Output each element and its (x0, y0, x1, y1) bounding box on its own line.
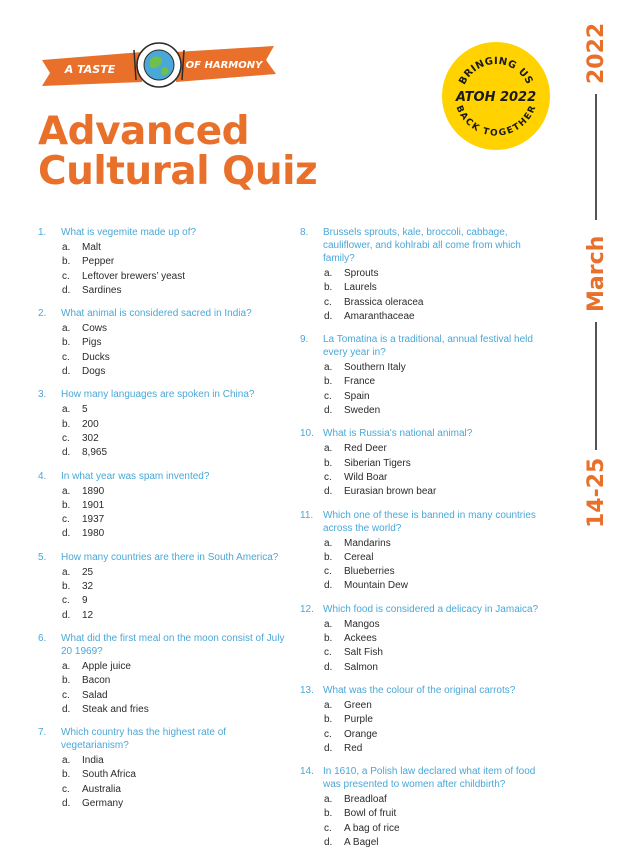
question-header (38, 226, 288, 239)
a-taste-of-harmony-logo (38, 40, 280, 90)
answer-option (324, 822, 555, 836)
answer-option (62, 609, 288, 623)
question-number: 7. (38, 727, 47, 739)
option-letter: b. (62, 769, 71, 781)
answer-option (62, 284, 288, 298)
option-letter: c. (62, 432, 70, 444)
question-header (38, 632, 288, 658)
option-letter: a. (324, 537, 333, 549)
quiz-question (300, 684, 555, 756)
option-letter: c. (324, 822, 332, 834)
answer-option (62, 365, 288, 379)
quiz-question (38, 226, 288, 298)
option-text: 9 (82, 595, 88, 607)
answer-option (62, 351, 288, 365)
option-letter: d. (324, 580, 333, 592)
page-title (38, 109, 318, 194)
event-dates-strip (571, 0, 621, 540)
question-text: In what year was spam invented? (61, 470, 210, 482)
option-letter: b. (324, 282, 333, 294)
question-header (38, 726, 288, 752)
question-text: How many languages are spoken in China? (61, 389, 255, 401)
badge-top-text: BRINGING US (457, 55, 535, 87)
answer-option (62, 513, 288, 527)
answer-option (62, 674, 288, 688)
answer-options (62, 403, 288, 460)
option-letter: a. (324, 699, 333, 711)
answer-options (62, 754, 288, 811)
option-text: Ducks (82, 351, 110, 363)
question-header (38, 551, 288, 564)
option-text: Malt (82, 242, 101, 253)
option-text: Germany (82, 798, 124, 810)
badge-bottom-text: BACK TOGETHER (453, 104, 539, 139)
answer-option (324, 361, 555, 375)
atoh-2022-badge (440, 40, 552, 152)
option-letter: d. (324, 742, 333, 754)
answer-option (324, 375, 555, 389)
option-text: 1937 (82, 514, 105, 526)
answer-option (324, 565, 555, 579)
option-letter: d. (62, 798, 71, 810)
option-text: Mandarins (344, 537, 391, 549)
option-text: Pigs (82, 337, 102, 349)
answer-option (62, 255, 288, 269)
answer-option (324, 281, 555, 295)
quiz-question (38, 470, 288, 542)
answer-option (324, 742, 555, 756)
option-letter: c. (62, 514, 70, 526)
badge-middle-text: ATOH 2022 (455, 90, 537, 105)
option-text: Bacon (82, 675, 111, 687)
option-text: 1890 (82, 485, 105, 497)
option-letter: a. (62, 660, 71, 672)
question-number: 8. (300, 227, 309, 238)
option-text: A Bagel (344, 837, 379, 849)
answer-option (62, 768, 288, 782)
option-text: Orange (344, 728, 378, 740)
option-letter: b. (324, 457, 333, 469)
option-letter: b. (324, 714, 333, 726)
question-header (300, 684, 555, 697)
question-number: 9. (300, 334, 309, 346)
quiz-question (300, 509, 555, 594)
option-text: 302 (82, 432, 99, 444)
option-letter: c. (62, 595, 70, 607)
option-letter: d. (324, 310, 333, 322)
option-text: Cereal (344, 551, 374, 563)
option-text: Ackees (344, 633, 377, 645)
option-letter: d. (62, 528, 71, 540)
answer-option (324, 661, 555, 675)
answer-option (62, 241, 288, 255)
quiz-question (300, 226, 555, 324)
question-number: 12. (300, 603, 314, 615)
answer-option (324, 807, 555, 821)
option-letter: d. (62, 284, 71, 296)
answer-option (324, 618, 555, 632)
question-header (38, 307, 288, 320)
answer-option (324, 471, 555, 485)
question-number: 3. (38, 389, 47, 401)
option-letter: a. (324, 794, 333, 806)
option-letter: d. (324, 405, 333, 417)
option-letter: c. (62, 689, 70, 701)
answer-options (324, 537, 555, 594)
answer-option (62, 660, 288, 674)
option-text: 32 (82, 581, 94, 593)
quiz-question (300, 427, 555, 499)
answer-option (324, 267, 555, 281)
option-letter: c. (324, 728, 332, 740)
answer-option (62, 689, 288, 703)
answer-option (62, 270, 288, 284)
option-letter: a. (324, 268, 333, 279)
option-text: Wild Boar (344, 471, 388, 483)
answer-option (62, 594, 288, 608)
dates-days: 14-25 (584, 457, 609, 528)
question-number: 6. (38, 632, 47, 644)
question-number: 1. (38, 227, 47, 238)
option-text: 8,965 (82, 447, 108, 459)
option-text: Eurasian brown bear (344, 486, 437, 498)
answer-option (62, 446, 288, 460)
answer-option (62, 527, 288, 541)
answer-options (324, 442, 555, 499)
answer-option (324, 485, 555, 499)
answer-option (324, 713, 555, 727)
option-text: Salad (82, 689, 108, 701)
option-text: Cows (82, 323, 108, 335)
question-header (300, 765, 555, 791)
question-text: La Tomatina is a traditional, annual festival held every year in? (323, 334, 533, 359)
question-text: In 1610, a Polish law declared what item of food was presented to women after childbirth? (323, 766, 536, 791)
option-letter: a. (324, 618, 333, 630)
option-text: 25 (82, 566, 94, 578)
option-text: France (344, 376, 376, 388)
answer-option (62, 403, 288, 417)
option-letter: b. (324, 808, 333, 820)
answer-option (62, 754, 288, 768)
quiz-question (38, 388, 288, 460)
answer-option (324, 836, 555, 850)
option-letter: d. (62, 366, 71, 378)
option-text: 12 (82, 609, 94, 621)
question-header (300, 427, 555, 440)
question-text: What was the colour of the original carrots? (323, 684, 516, 696)
answer-option (62, 797, 288, 811)
option-letter: d. (324, 486, 333, 498)
option-text: Leftover brewers’ yeast (82, 270, 186, 282)
answer-options (62, 241, 288, 298)
title-line-1: Advanced (38, 109, 250, 154)
option-text: Spain (344, 390, 370, 402)
question-number: 5. (38, 551, 47, 563)
answer-option (62, 336, 288, 350)
question-header (300, 509, 555, 535)
option-text: Red Deer (344, 443, 387, 455)
answer-option (324, 390, 555, 404)
option-text: Green (344, 699, 372, 711)
answer-option (324, 442, 555, 456)
answer-options (62, 566, 288, 623)
option-letter: a. (62, 323, 71, 335)
option-text: 1980 (82, 528, 105, 540)
answer-option (62, 485, 288, 499)
option-text: A bag of rice (344, 822, 400, 834)
question-number: 10. (300, 428, 314, 440)
option-text: Blueberries (344, 566, 395, 578)
questions-column-right (300, 226, 555, 859)
question-text: What animal is considered sacred in India? (61, 308, 252, 320)
option-letter: b. (62, 675, 71, 687)
option-letter: b. (62, 418, 71, 430)
answer-option (62, 499, 288, 513)
quiz-question (300, 765, 555, 850)
answer-option (62, 566, 288, 580)
question-header (300, 333, 555, 359)
answer-option (324, 537, 555, 551)
option-text: Purple (344, 714, 373, 726)
answer-option (324, 728, 555, 742)
answer-option (62, 322, 288, 336)
option-letter: b. (324, 376, 333, 388)
question-text: Brussels sprouts, kale, broccoli, cabbage, cauliflower, and kohlrabi all come from which family? (323, 227, 521, 264)
option-letter: a. (62, 755, 71, 767)
option-letter: c. (324, 390, 332, 402)
option-letter: a. (62, 485, 71, 497)
question-number: 14. (300, 766, 314, 778)
option-letter: d. (324, 661, 333, 673)
option-letter: c. (62, 351, 70, 363)
option-letter: c. (324, 647, 332, 659)
option-letter: a. (324, 362, 333, 374)
option-letter: a. (62, 242, 71, 253)
option-text: Brassica oleracea (344, 296, 424, 308)
option-letter: c. (62, 783, 70, 795)
logo-right-text: OF HARMONY (185, 60, 263, 71)
option-letter: c. (324, 566, 332, 578)
answer-option (324, 632, 555, 646)
answer-options (324, 361, 555, 418)
answer-options (324, 793, 555, 850)
question-header (300, 603, 555, 616)
option-text: Australia (82, 783, 121, 795)
quiz-question (38, 632, 288, 717)
option-letter: b. (324, 551, 333, 563)
title-line-2: Cultural Quiz (38, 149, 318, 194)
answer-options (324, 699, 555, 756)
quiz-question (300, 333, 555, 418)
option-letter: b. (62, 581, 71, 593)
option-letter: c. (324, 296, 332, 308)
option-letter: a. (62, 404, 71, 416)
option-text: 5 (82, 404, 88, 416)
question-text: Which one of these is banned in many countries across the world? (323, 509, 536, 534)
question-number: 13. (300, 684, 314, 696)
answer-option (62, 703, 288, 717)
option-text: Laurels (344, 282, 377, 294)
question-number: 11. (300, 509, 314, 521)
answer-options (62, 322, 288, 379)
answer-option (62, 580, 288, 594)
option-letter: d. (62, 447, 71, 459)
quiz-question (38, 307, 288, 379)
option-text: Red (344, 742, 363, 754)
quiz-question (300, 603, 555, 675)
option-letter: a. (324, 443, 333, 455)
option-letter: d. (324, 837, 333, 849)
answer-option (324, 457, 555, 471)
answer-option (62, 418, 288, 432)
question-number: 2. (38, 308, 47, 320)
dates-year: 2022 (584, 22, 609, 84)
question-text: How many countries are there in South America? (61, 551, 279, 563)
option-letter: b. (62, 499, 71, 511)
question-text: What is vegemite made up of? (61, 227, 197, 238)
option-letter: b. (324, 633, 333, 645)
option-letter: b. (62, 337, 71, 349)
option-text: Salmon (344, 661, 378, 673)
answer-option (62, 432, 288, 446)
quiz-question (38, 551, 288, 623)
answer-option (324, 404, 555, 418)
option-text: Sweden (344, 405, 381, 417)
option-text: Amaranthaceae (344, 310, 415, 322)
quiz-question (38, 726, 288, 811)
option-letter: d. (62, 609, 71, 621)
answer-options (62, 485, 288, 542)
option-text: Steak and fries (82, 703, 149, 715)
question-header (38, 388, 288, 401)
question-number: 4. (38, 470, 47, 482)
option-text: Dogs (82, 366, 106, 378)
option-text: Sprouts (344, 268, 379, 279)
option-letter: a. (62, 566, 71, 578)
option-text: Mangos (344, 618, 380, 630)
option-text: Mountain Dew (344, 580, 408, 592)
option-text: Bowl of fruit (344, 808, 397, 820)
option-letter: c. (62, 270, 70, 282)
question-text: What did the first meal on the moon consist of July 20 1969? (61, 632, 285, 657)
option-letter: c. (324, 471, 332, 483)
question-text: Which food is considered a delicacy in Jamaica? (323, 603, 539, 615)
option-letter: b. (62, 256, 71, 268)
dates-month: March (584, 235, 609, 312)
answer-options (62, 660, 288, 717)
question-header (38, 470, 288, 483)
option-text: Sardines (82, 284, 122, 296)
answer-option (62, 783, 288, 797)
option-text: Breadloaf (344, 794, 387, 806)
option-text: Apple juice (82, 660, 131, 672)
answer-option (324, 296, 555, 310)
option-text: Pepper (82, 256, 115, 268)
answer-option (324, 646, 555, 660)
answer-option (324, 579, 555, 593)
option-text: Salt Fish (344, 647, 383, 659)
answer-option (324, 793, 555, 807)
option-text: Siberian Tigers (344, 457, 411, 469)
option-text: 200 (82, 418, 99, 430)
question-text: Which country has the highest rate of vegetarianism? (61, 727, 227, 752)
answer-option (324, 310, 555, 324)
option-text: 1901 (82, 499, 105, 511)
option-text: Southern Italy (344, 362, 406, 374)
option-text: South Africa (82, 769, 136, 781)
option-letter: d. (62, 703, 71, 715)
answer-option (324, 551, 555, 565)
question-header (300, 226, 555, 265)
answer-options (324, 618, 555, 675)
answer-option (324, 699, 555, 713)
option-text: India (82, 755, 104, 767)
questions-column-left (38, 226, 288, 820)
question-text: What is Russia’s national animal? (323, 428, 473, 440)
logo-left-text: A TASTE (64, 63, 116, 76)
answer-options (324, 267, 555, 324)
